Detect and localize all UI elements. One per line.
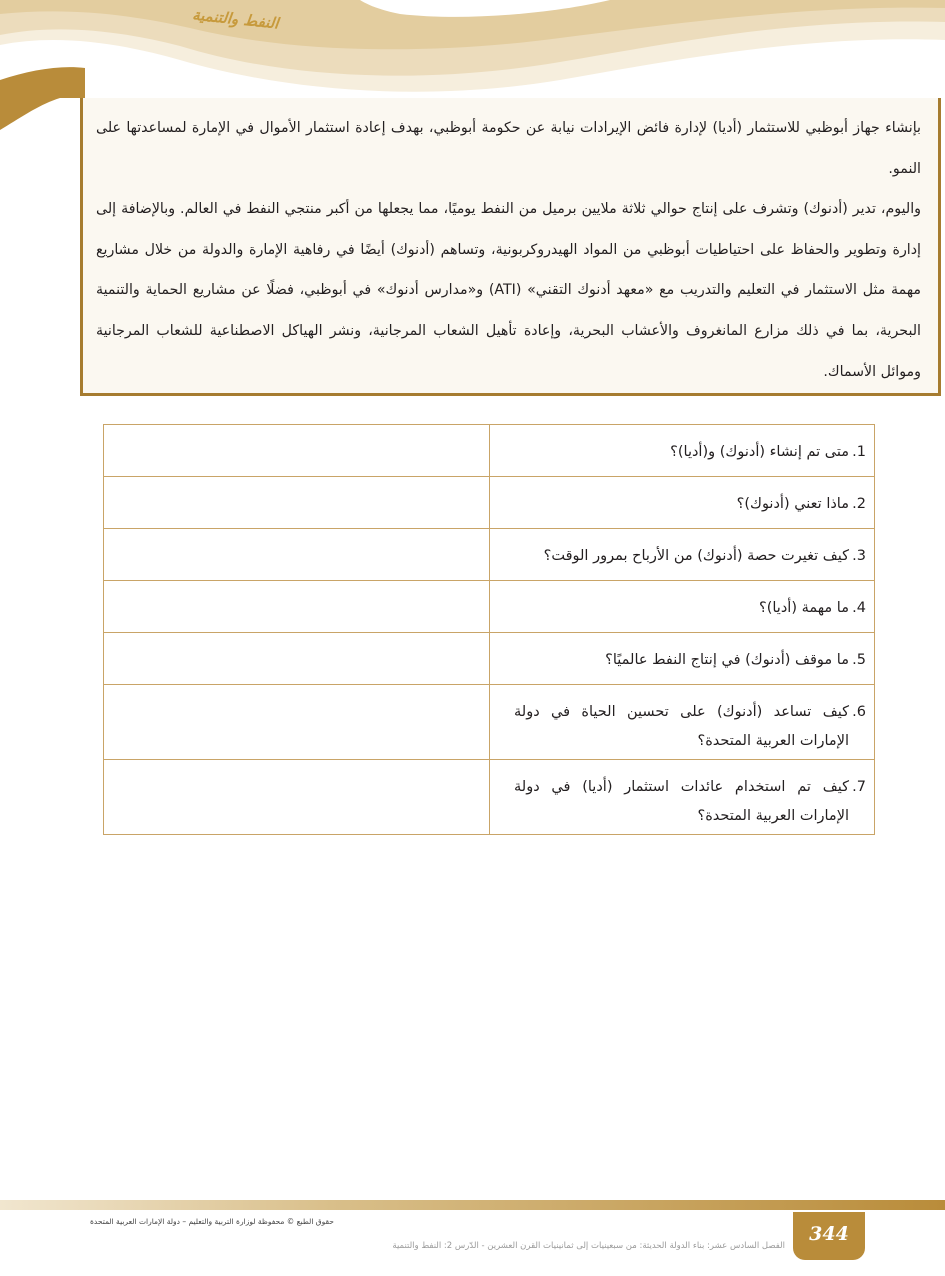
answer-cell[interactable] — [104, 633, 490, 685]
answer-cell[interactable] — [104, 529, 490, 581]
chapter-breadcrumb: الفصل السادس عشر: بناء الدولة الحديثة: من سبعينيات إلى ثمانينيات القرن العشرين - الدّرس 2: النفط والتنمية — [392, 1241, 785, 1251]
question-text: كيف تغيرت حصة (أدنوك) من الأرباح بمرور الوقت؟ — [543, 548, 849, 564]
lesson-title: النفط والتنمية — [191, 5, 280, 33]
answer-cell[interactable] — [104, 760, 490, 835]
question-text: كيف تم استخدام عائدات استثمار (أديا) في دولة الإمارات العربية المتحدة؟ — [514, 779, 849, 824]
question-number: 2. — [852, 496, 866, 512]
question-cell — [490, 529, 875, 581]
table-row — [104, 685, 875, 760]
question-cell — [490, 477, 875, 529]
question-cell — [490, 760, 875, 835]
question-cell — [490, 633, 875, 685]
page-number: 344 — [793, 1212, 865, 1260]
question-number: 4. — [852, 600, 866, 616]
question-text: متى تم إنشاء (أدنوك) و(أديا)؟ — [670, 444, 849, 460]
table-row — [104, 633, 875, 685]
passage-paragraph-1: بإنشاء جهاز أبوظبي للاستثمار (أديا) لإدارة فائض الإيرادات نيابة عن حكومة أبوظبي، بهدف إعادة استثمار الأموال في الإمارة لمساعدتها على النمو. — [96, 120, 921, 177]
question-text: كيف تساعد (أدنوك) على تحسين الحياة في دولة الإمارات العربية المتحدة؟ — [514, 704, 849, 749]
question-number: 1. — [852, 444, 866, 460]
questions-table — [103, 424, 875, 835]
answer-cell[interactable] — [104, 581, 490, 633]
question-text: ماذا تعني (أدنوك)؟ — [736, 496, 849, 512]
table-row — [104, 477, 875, 529]
question-text: ما مهمة (أديا)؟ — [759, 600, 849, 616]
question-number: 5. — [852, 652, 866, 668]
question-number: 6. — [852, 704, 866, 720]
passage-text — [96, 108, 921, 392]
answer-cell[interactable] — [104, 477, 490, 529]
header-wave-gold — [0, 67, 85, 130]
table-row — [104, 581, 875, 633]
answer-cell[interactable] — [104, 685, 490, 760]
question-text: ما موقف (أدنوك) في إنتاج النفط عالميًا؟ — [605, 652, 849, 668]
question-number: 7. — [852, 779, 866, 795]
passage-paragraph-2: واليوم، تدير (أدنوك) وتشرف على إنتاج حوالي ثلاثة ملايين برميل من النفط يوميًا، مما يجعلها من أكبر منتجي النفط في العالم. وبالإضافة إلى إدارة وتطوير والحفاظ على احتياطيات أبوظبي من المواد الهيدروكربونية، وتساهم (أدنوك) أيضًا في رفاهية الإمارة والدولة من خلال مشاريع مهمة مثل الاستثمار في التعليم والتدريب مع «معهد أدنوك التقني» (ATI) و«مدارس أدنوك» في أبوظبي، فضلًا عن مشاريع الحماية والتنمية البحرية، بما في ذلك مزارع المانغروف والأعشاب البحرية، وإعادة تأهيل الشعاب المرجانية، ونشر الهياكل الاصطناعية للشعاب المرجانية وموائل الأسماك. — [96, 201, 921, 380]
table-row — [104, 425, 875, 477]
table-row — [104, 529, 875, 581]
question-number: 3. — [852, 548, 866, 564]
copyright-notice: حقوق الطبع © محفوظة لوزارة التربية والتعليم – دولة الإمارات العربية المتحدة — [90, 1217, 334, 1226]
table-row — [104, 760, 875, 835]
answer-cell[interactable] — [104, 425, 490, 477]
question-cell — [490, 425, 875, 477]
question-cell — [490, 581, 875, 633]
question-cell — [490, 685, 875, 760]
